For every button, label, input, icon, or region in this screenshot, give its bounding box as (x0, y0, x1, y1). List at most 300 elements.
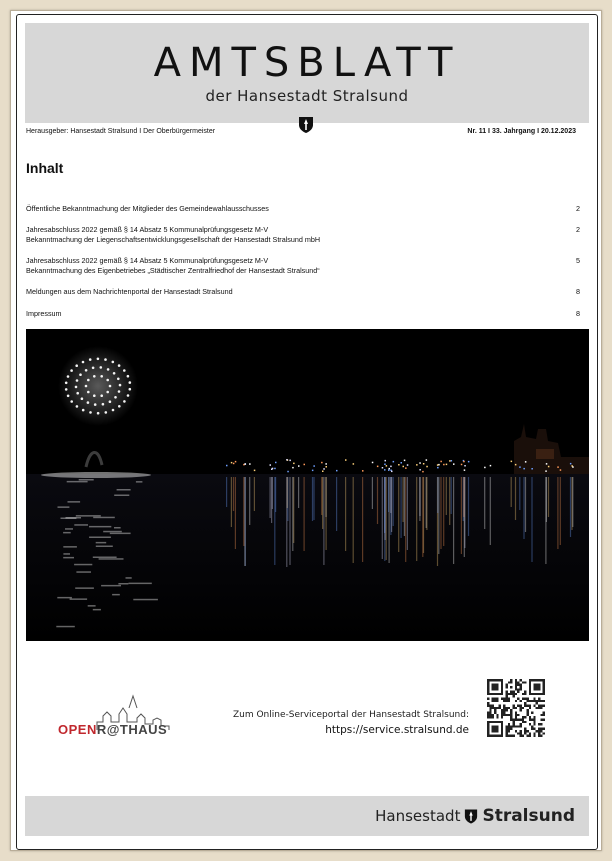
qr-module (543, 718, 545, 720)
shore-light (272, 468, 274, 470)
qr-module (519, 735, 521, 737)
qr-module (501, 714, 503, 716)
qr-module (538, 707, 540, 709)
qr-module (517, 688, 519, 690)
firework-reflection (136, 481, 143, 483)
qr-module (517, 681, 519, 683)
qr-module (503, 698, 505, 700)
toc-item-page: 2 (576, 225, 580, 234)
qr-module (533, 735, 535, 737)
qr-module (517, 684, 519, 686)
masthead-title: AMTSBLATT (153, 40, 461, 86)
qr-module (517, 698, 519, 700)
firework-spark (67, 375, 70, 378)
toc-item-title: Öffentliche Bekanntmachung der Mitglieder des Gemeindewahlausschusses (26, 204, 269, 213)
qr-module (492, 716, 494, 718)
light-reflection (446, 477, 447, 515)
qr-module (519, 684, 521, 686)
firework-spark (102, 403, 105, 406)
qr-module (508, 681, 510, 683)
qr-module (503, 711, 505, 713)
light-reflection (557, 477, 558, 549)
qr-module (515, 714, 517, 716)
qr-module (529, 707, 531, 709)
qr-module (510, 681, 512, 683)
shore-light (323, 468, 325, 470)
light-reflection (461, 477, 462, 554)
shore-light (286, 459, 288, 461)
shore-light (382, 467, 384, 469)
shore-light (419, 462, 421, 464)
shore-light (321, 462, 323, 464)
qr-module (540, 718, 542, 720)
fireworks-night-image (26, 329, 589, 641)
firework-spark (81, 397, 84, 400)
qr-module (501, 716, 503, 718)
qr-module (496, 716, 498, 718)
qr-module (519, 723, 521, 725)
qr-module (543, 705, 545, 707)
qr-module (492, 705, 494, 707)
qr-code-icon[interactable] (487, 679, 545, 737)
toc-item-subtitle: Bekanntmachung des Eigenbetriebes „Städtischer Zentralfriedhof der Hansestadt Stralsund“ (26, 266, 320, 275)
shore-light (426, 459, 428, 461)
qr-module (515, 679, 517, 681)
firework-spark (89, 411, 92, 414)
light-reflection (560, 477, 561, 545)
firework-spark (118, 364, 121, 367)
light-reflection (519, 477, 520, 510)
toc-item[interactable] (26, 225, 580, 245)
toc-item[interactable] (26, 287, 580, 297)
qr-module (524, 721, 526, 723)
shore-light (523, 468, 525, 470)
toc-item-page: 5 (576, 256, 580, 265)
light-reflection (313, 477, 314, 520)
toc-item[interactable] (26, 256, 580, 276)
qr-module (506, 732, 508, 734)
firework-reflection (58, 506, 70, 508)
firework-reflection (56, 626, 75, 628)
shore-light (401, 462, 403, 464)
qr-module (494, 709, 496, 711)
footer-brand (375, 806, 575, 826)
light-reflection (231, 477, 232, 527)
qr-module (540, 730, 542, 732)
firework-spark (112, 361, 115, 364)
qr-module (540, 714, 542, 716)
qr-module (510, 725, 512, 727)
qr-module (494, 711, 496, 713)
qr-module (487, 698, 489, 700)
qr-finder (492, 684, 499, 691)
qr-module (517, 725, 519, 727)
shore-light (449, 460, 451, 462)
qr-module (506, 700, 508, 702)
qr-module (499, 705, 501, 707)
qr-module (533, 698, 535, 700)
shore-light (461, 464, 463, 466)
qr-module (492, 707, 494, 709)
qr-module (519, 688, 521, 690)
firework-spark (85, 369, 88, 372)
shore-light (468, 461, 470, 463)
stralsund-crest-icon (464, 808, 478, 825)
qr-module (510, 716, 512, 718)
light-reflection (286, 477, 287, 567)
qr-module (538, 730, 540, 732)
qr-module (524, 691, 526, 693)
qr-module (526, 735, 528, 737)
toc-item[interactable] (26, 204, 580, 214)
light-reflection (404, 477, 405, 536)
qr-module (522, 693, 524, 695)
shore-light (570, 463, 572, 465)
firework-spark (70, 369, 73, 372)
firework-spark (82, 409, 85, 412)
light-reflection (443, 477, 444, 546)
toc-item-page: 8 (576, 287, 580, 296)
qr-module (496, 714, 498, 716)
promo-url-link[interactable]: https://service.stralsund.de (325, 724, 469, 736)
qr-module (533, 728, 535, 730)
qr-module (508, 698, 510, 700)
firework-spark (104, 358, 107, 361)
qr-module (487, 705, 489, 707)
qr-module (524, 705, 526, 707)
qr-module (524, 681, 526, 683)
shore-light (388, 469, 390, 471)
firework-reflection (63, 553, 70, 555)
qr-module (538, 735, 540, 737)
light-reflection (390, 477, 391, 513)
light-reflection (292, 477, 293, 551)
shore-light (545, 470, 547, 472)
qr-module (540, 705, 542, 707)
qr-module (536, 707, 538, 709)
qr-module (522, 735, 524, 737)
qr-module (503, 707, 505, 709)
qr-module (538, 728, 540, 730)
qr-module (510, 679, 512, 681)
shore-light (384, 464, 386, 466)
shore-light (372, 462, 374, 464)
issue-line: Nr. 11 I 33. Jahrgang I 20.12.2023 (467, 128, 576, 135)
qr-module (501, 709, 503, 711)
qr-module (515, 688, 517, 690)
light-reflection (398, 477, 399, 552)
qr-module (513, 718, 515, 720)
light-reflection (453, 477, 454, 564)
qr-module (522, 707, 524, 709)
shore-light (377, 466, 379, 468)
qr-module (510, 693, 512, 695)
qr-module (506, 691, 508, 693)
shore-light (389, 468, 391, 470)
qr-module (496, 707, 498, 709)
shore-light (515, 464, 517, 466)
light-reflection (304, 477, 305, 551)
shore-light (293, 463, 295, 465)
light-reflection (546, 477, 547, 522)
firework-spark (109, 400, 112, 403)
qr-module (529, 735, 531, 737)
qr-module (506, 709, 508, 711)
qr-module (543, 700, 545, 702)
qr-module (515, 725, 517, 727)
shore-light (446, 464, 448, 466)
qr-module (538, 700, 540, 702)
firework-spark (76, 405, 79, 408)
qr-module (515, 681, 517, 683)
shore-light (391, 471, 393, 473)
qr-module (519, 732, 521, 734)
shore-light (235, 461, 237, 463)
firework-reflection (133, 599, 158, 601)
firework-reflection (114, 495, 129, 497)
firework-spark (87, 401, 90, 404)
shore-light (275, 462, 277, 464)
light-reflection (570, 477, 571, 537)
shore-light (464, 469, 466, 471)
masthead-subtitle: der Hansestadt Stralsund (205, 87, 409, 105)
qr-module (492, 700, 494, 702)
qr-module (487, 716, 489, 718)
firework-spark (106, 379, 109, 382)
shore-light (386, 465, 388, 467)
light-reflection (523, 477, 524, 539)
qr-module (517, 705, 519, 707)
qr-finder (533, 684, 540, 691)
shore-light (463, 461, 465, 463)
light-reflection (449, 477, 450, 525)
light-reflection (403, 477, 404, 522)
light-reflection (468, 477, 469, 536)
qr-module (533, 700, 535, 702)
qr-module (533, 723, 535, 725)
firework-reflection (63, 546, 77, 548)
shore-light (244, 463, 246, 465)
qr-module (519, 707, 521, 709)
light-reflection (416, 477, 417, 561)
toc-item-title: Impressum (26, 309, 62, 318)
light-reflection (548, 477, 549, 517)
qr-module (517, 691, 519, 693)
light-reflection (511, 477, 512, 507)
toc-item[interactable] (26, 309, 580, 319)
firework-spark (87, 379, 90, 382)
qr-module (513, 705, 515, 707)
qr-module (524, 732, 526, 734)
firework-reflection (75, 587, 94, 589)
stralsund-crest-icon (298, 116, 314, 134)
firework-reflection (110, 533, 131, 535)
footer-brand-light: Hansestadt (375, 807, 461, 825)
firework-spark (118, 390, 121, 393)
qr-module (487, 711, 489, 713)
light-reflection (386, 477, 387, 560)
light-reflection (382, 477, 383, 559)
qr-module (515, 700, 517, 702)
qr-module (543, 714, 545, 716)
qr-module (515, 718, 517, 720)
shore-light (438, 464, 440, 466)
shore-light (525, 461, 527, 463)
shore-light (453, 463, 455, 465)
firework-spark (105, 411, 108, 414)
qr-module (489, 707, 491, 709)
firework-spark (89, 358, 92, 361)
light-reflection (407, 477, 408, 550)
qr-module (536, 730, 538, 732)
firework-spark (117, 378, 120, 381)
light-reflection (393, 477, 394, 526)
firework-reflection (74, 524, 88, 526)
qr-module (540, 700, 542, 702)
firework-reflection (89, 537, 111, 539)
qr-module (519, 730, 521, 732)
light-reflection (440, 477, 441, 549)
firework-reflection (93, 609, 101, 611)
firework-spark (93, 394, 96, 397)
shore-light (270, 464, 272, 466)
qr-module (506, 707, 508, 709)
firework-reflection (67, 481, 88, 483)
firework-spark (65, 382, 68, 385)
qr-module (540, 735, 542, 737)
firework-reflection (88, 605, 96, 607)
qr-module (517, 718, 519, 720)
qr-module (508, 714, 510, 716)
firework-spark (97, 358, 100, 361)
shore-light (312, 470, 314, 472)
firework-spark (119, 384, 122, 387)
firework-spark (85, 385, 88, 388)
qr-module (506, 698, 508, 700)
light-reflection (451, 477, 452, 514)
firework-reflection (76, 571, 91, 573)
firework-spark (123, 400, 126, 403)
qr-module (540, 723, 542, 725)
footer-brand-bold: Stralsund (482, 806, 575, 826)
firework-reflection (117, 489, 131, 491)
firework-reflection (89, 526, 111, 528)
shore-light (336, 470, 338, 472)
light-reflection (572, 477, 573, 527)
firework-spark (70, 400, 73, 403)
qr-module (492, 698, 494, 700)
qr-module (519, 686, 521, 688)
light-reflection (270, 477, 271, 518)
qr-module (506, 714, 508, 716)
firework-spark (109, 385, 112, 388)
qr-module (531, 711, 533, 713)
light-reflection (531, 477, 532, 562)
light-reflection (298, 477, 299, 508)
qr-module (522, 698, 524, 700)
qr-module (526, 698, 528, 700)
qr-module (533, 718, 535, 720)
qr-module (489, 716, 491, 718)
shore-light (393, 461, 395, 463)
light-reflection (244, 477, 245, 566)
qr-module (499, 707, 501, 709)
firework-spark (75, 364, 78, 367)
shore-light (353, 463, 355, 465)
qr-module (501, 698, 503, 700)
light-reflection (484, 477, 485, 529)
qr-module (519, 718, 521, 720)
qr-module (538, 732, 540, 734)
qr-module (526, 700, 528, 702)
qr-module (506, 686, 508, 688)
shore-light (385, 460, 387, 462)
firework-reflection (93, 557, 117, 559)
qr-module (506, 725, 508, 727)
openrathaus-logo-text[interactable] (58, 722, 167, 737)
qr-module (526, 730, 528, 732)
qr-module (522, 716, 524, 718)
qr-module (510, 728, 512, 730)
shore-light (274, 468, 276, 470)
qr-module (526, 705, 528, 707)
qr-module (526, 711, 528, 713)
firework-spark (107, 368, 110, 371)
toc-item-subtitle: Bekanntmachung der Liegenschaftsentwicklungsgesellschaft der Hansestadt Stralsund mbH (26, 235, 321, 244)
shore-light (287, 471, 289, 473)
light-reflection (254, 477, 255, 511)
light-reflection (438, 477, 439, 554)
firework-spark (76, 392, 79, 395)
qr-module (503, 700, 505, 702)
firework-spark (94, 403, 97, 406)
qr-module (543, 728, 545, 730)
qr-module (515, 684, 517, 686)
qr-module (513, 691, 515, 693)
firework-reflection (68, 501, 81, 503)
firework-spark (100, 394, 103, 397)
shore-light (437, 467, 439, 469)
light-reflection (249, 477, 250, 525)
qr-module (524, 693, 526, 695)
shore-light (546, 463, 548, 465)
qr-module (489, 705, 491, 707)
logo-open: OPEN (58, 722, 97, 737)
qr-module (517, 714, 519, 716)
light-reflection (345, 477, 346, 551)
firework-spark (112, 409, 115, 412)
qr-module (531, 725, 533, 727)
light-reflection (272, 477, 273, 509)
toc-item-title: Meldungen aus dem Nachrichtenportal der Hansestadt Stralsund (26, 287, 233, 296)
qr-module (522, 718, 524, 720)
firework-spark (129, 381, 132, 384)
firework-spark (127, 375, 130, 378)
qr-module (506, 695, 508, 697)
shore-light (440, 461, 442, 463)
qr-module (503, 709, 505, 711)
firework-reflection (63, 557, 74, 559)
firework-spark (82, 361, 85, 364)
shore-light (226, 465, 228, 467)
qr-module (529, 718, 531, 720)
shore-light (490, 465, 492, 467)
qr-module (529, 705, 531, 707)
shore-light (292, 467, 294, 469)
qr-module (533, 721, 535, 723)
qr-module (503, 705, 505, 707)
shore-light (560, 469, 562, 471)
